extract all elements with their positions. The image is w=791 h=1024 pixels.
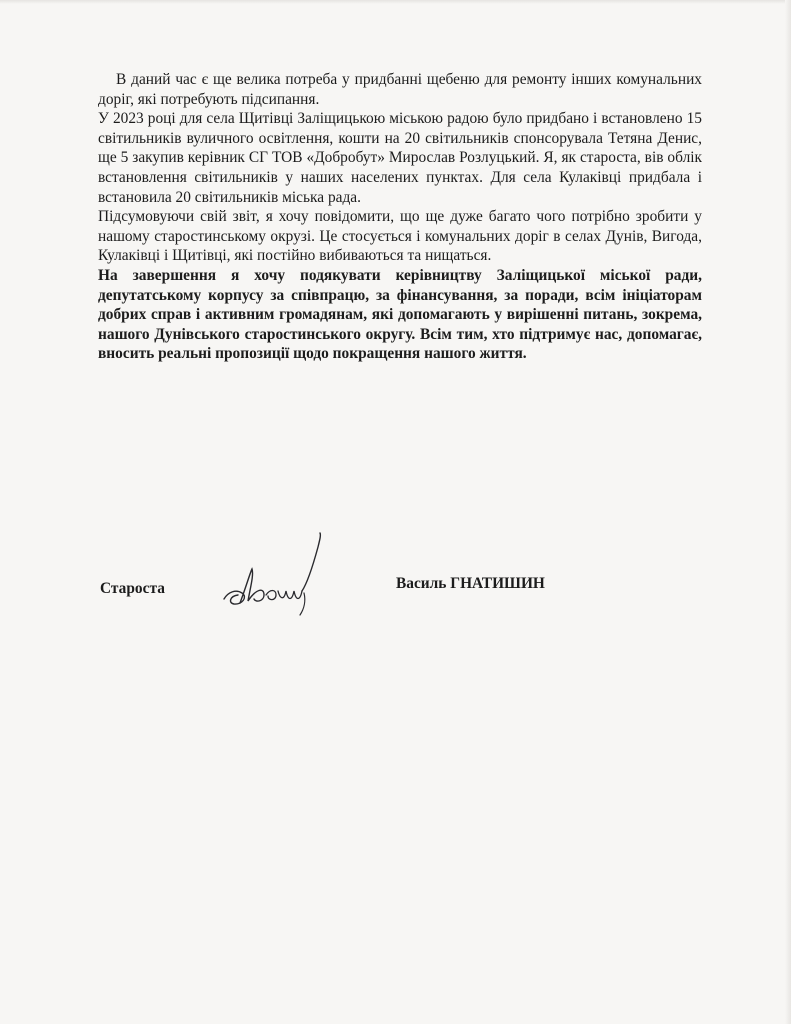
position-label: Староста xyxy=(100,580,165,597)
signature-block xyxy=(98,575,702,655)
paragraph-gratitude: На завершення я хочу подякувати керівництву Заліщицької міської ради, депутатському корпусу за співпрацю, за фінансування, за поради, всім ініціаторам добрих справ і активним громадянам, які допомагають у вирішенні питань, зокрема, нашого Дунівського старостинського округу. Всім тим, хто підтримує нас, допомагає, вносить реальні пропозиції щодо покращення нашого життя. xyxy=(98,266,702,363)
paragraph-summary: Підсумовуючи свій звіт, я хочу повідомити, що ще дуже багато чого потрібно зробити у нашому старостинському окрузі. Це стосується і комунальних доріг в селах Дунів, Вигода, Кулаківці і Щитівці, які постійно вибиваються та нищаться. xyxy=(98,208,702,265)
paragraph-street-lighting: У 2023 році для села Щитівці Заліщицькою міською радою було придбано і встановлено 15 світильників вуличного освітлення, кошти на 20 світильників спонсорувала Тетяна Денис, ще 5 закупив керівник СГ ТОВ «Добробут» Мирослав Розлуцький. Я, як староста, вів облік встановлення світильників у наших населених пунктах. Для села Кулаківці придбала і встановила 20 світильників міська рада. xyxy=(98,110,702,206)
signer-name: Василь ГНАТИШИН xyxy=(396,575,545,592)
document-body xyxy=(98,70,702,364)
paragraph-gravel-need: В даний час є ще велика потреба у придбанні щебеню для ремонту інших комунальних доріг, які потребують підсипання. xyxy=(98,71,702,108)
scan-edge-right xyxy=(785,0,791,1024)
scan-edge-top xyxy=(0,0,791,4)
handwritten-signature xyxy=(220,529,335,619)
